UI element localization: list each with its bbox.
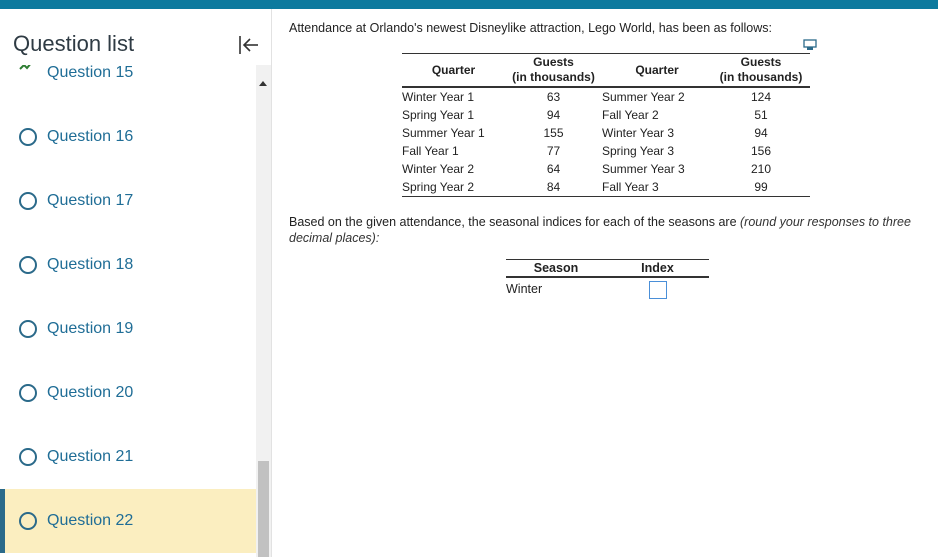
question-label: Question 20 [47,384,134,401]
check-icon [19,65,37,71]
index-header-row [506,260,709,277]
scroll-thumb[interactable] [258,461,269,557]
index-row-winter [506,277,709,302]
top-accent-bar [0,0,938,9]
question-prompt [289,214,919,246]
unanswered-radio-icon [19,448,37,466]
question-content [273,9,938,557]
header-guests: Guests (in thousands) [512,55,595,84]
question-item-19[interactable] [0,297,256,361]
question-label: Question 18 [47,256,134,273]
unanswered-radio-icon [19,128,37,146]
attendance-table [402,53,810,197]
unanswered-radio-icon [19,192,37,210]
expand-icon[interactable] [803,39,817,51]
table-row: Winter Year 2 64 Summer Year 3 210 [402,162,772,176]
scroll-up-arrow-icon[interactable] [259,81,267,86]
index-cell [606,277,709,302]
question-item-20[interactable] [0,361,256,425]
unanswered-radio-icon [19,384,37,402]
unanswered-radio-icon [19,320,37,338]
prompt-text: Based on the given attendance, the seasonal indices for each of the seasons are [289,215,741,229]
header-quarter: Quarter [431,62,476,77]
table-row: Summer Year 1 155 Winter Year 3 94 [402,126,768,140]
question-item-22[interactable] [0,489,256,553]
unanswered-radio-icon [19,256,37,274]
header-guests: Guests (in thousands) [719,55,803,84]
collapse-left-icon [234,31,262,59]
active-indicator [0,489,5,553]
unanswered-radio-icon [19,512,37,530]
table-row: Spring Year 1 94 Fall Year 2 51 [402,108,768,122]
table-row: Fall Year 1 77 Spring Year 3 156 [402,144,772,158]
question-label: Question 17 [47,192,134,209]
question-item-18[interactable] [0,233,256,297]
question-intro: Attendance at Orlando's newest Disneylike attraction, Lego World, has been as follows: [289,21,772,35]
winter-index-input[interactable] [649,281,667,299]
question-list-title: Question list [13,31,135,56]
question-item-21[interactable] [0,425,256,489]
table-row: Spring Year 2 84 Fall Year 3 99 [402,178,810,197]
header-season: Season [533,260,579,275]
header-quarter: Quarter [635,62,679,77]
season-label: Winter [506,281,543,296]
question-label: Question 21 [47,448,134,465]
question-label: Question 19 [47,320,134,337]
table-row: Winter Year 1 63 Summer Year 2 124 [402,90,772,104]
prompt-instruction: (round your responses to three decimal places): [289,215,911,245]
question-label: Question 22 [47,512,134,529]
question-item-17[interactable] [0,169,256,233]
question-list-scrollbar[interactable] [256,65,271,557]
question-label: Question 16 [47,128,134,145]
question-list-panel [0,9,272,557]
question-label: Question 15 [47,65,134,81]
header-index: Index [641,260,674,275]
collapse-panel-button[interactable] [234,31,262,59]
question-item-15[interactable] [0,65,256,89]
seasonal-index-table [506,259,709,302]
question-list [0,65,256,557]
question-item-16[interactable] [0,105,256,169]
table-header-row [402,54,810,88]
